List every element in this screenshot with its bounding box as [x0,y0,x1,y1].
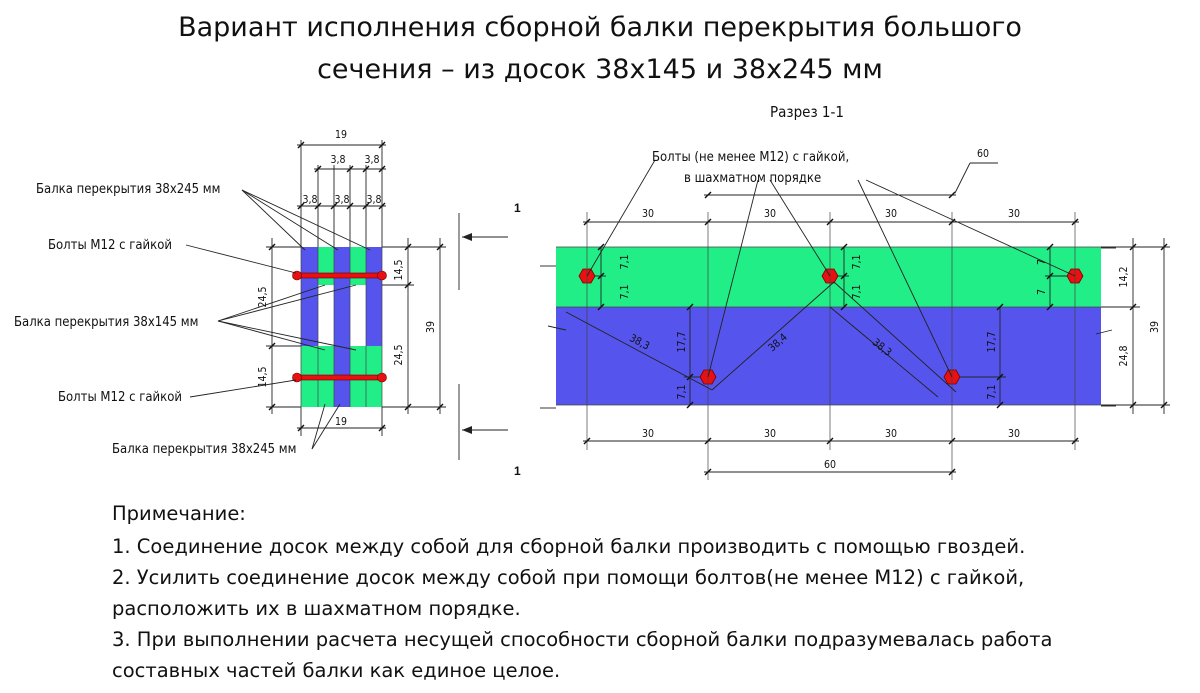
dim-v7-a: 7 [1036,258,1048,266]
section-mark-top: 1 [514,201,521,215]
dim-width-top: 19 [334,129,348,141]
notes [112,502,1052,682]
dim-sec-total: 39 [1149,320,1161,334]
dim-d1: 3,8 [330,154,346,166]
dim-bottom-2: 30 [763,428,777,440]
dim-v71-d: 7,1 [851,284,863,300]
board-145-2 [350,247,366,285]
dim-b3: 3,8 [334,194,350,206]
board-245-section [556,307,1101,405]
dim-top-4: 30 [1007,208,1021,220]
dim-diag-b: 38,4 [766,331,790,355]
dim-b4: 3,8 [366,194,382,206]
bolt-top [293,273,385,278]
title-line-2: сечения – из досок 38x145 и 38x245 мм [317,54,883,85]
label-bolts-top: Болты М12 с гайкой [48,238,172,253]
bolt-top-head-right [378,271,387,280]
dim-sec-right-lower: 24,8 [1118,345,1130,367]
dim-left-lower: 14,5 [257,366,269,388]
bolt-bottom-head-right [378,373,387,382]
board-145-1 [318,247,334,285]
dim-v71-f: 7,1 [986,384,998,400]
dim-diag-a: 38,3 [627,332,652,353]
dim-span-top: 60 [976,148,990,160]
dim-sec-right-upper: 14,2 [1118,266,1130,288]
dim-top-1: 30 [641,208,655,220]
notes-heading: Примечание: [112,502,246,525]
label-beam-245-bottom: Балка перекрытия 38х245 мм [112,442,297,457]
dim-top-3: 30 [884,208,898,220]
callout-line-1: Болты (не менее М12) с гайкой, [652,150,850,165]
bolt-bottom [293,375,385,380]
dim-bottom-4: 30 [1007,428,1021,440]
dim-bottom-1: 30 [641,428,655,440]
right-section-view [540,148,1170,480]
callout-line-2: в шахматном порядке [684,171,822,186]
dim-diag-c: 38,3 [869,336,894,359]
label-beam-245-top: Балка перекрытия 38х245 мм [36,182,221,197]
left-cross-section [14,129,521,478]
dim-left-upper: 24,5 [257,286,269,308]
dim-bottom-3: 30 [884,428,898,440]
note-2b: расположить их в шахматном порядке. [112,597,521,620]
section-mark-bottom: 1 [514,464,521,478]
board-245-2 [334,247,350,407]
dim-v71-a: 7,1 [619,254,631,270]
dim-v71-e: 7,1 [676,384,688,400]
dim-d2: 3,8 [364,154,380,166]
dim-top-2: 30 [763,208,777,220]
label-beam-145: Балка перекрытия 38х145 мм [14,315,199,330]
dim-width-bottom: 19 [334,416,348,428]
dim-b1: 3,8 [302,194,318,206]
note-3a: 3. При выполнении расчета несущей способности сборной балки подразумевалась работа [112,628,1053,651]
dim-right-lower: 24,5 [393,344,405,366]
label-bolts-bottom: Болты М12 с гайкой [58,390,182,405]
dim-v71-c: 7,1 [851,254,863,270]
dim-span-bottom: 60 [823,459,837,471]
dim-total: 39 [425,320,437,334]
dim-v177-a: 17,7 [676,331,688,353]
section-title: Разрез 1-1 [770,103,844,121]
dim-v71-b: 7,1 [619,284,631,300]
note-1: 1. Соединение досок между собой для сборной балки производить с помощью гвоздей. [112,535,1026,558]
title-line-1: Вариант исполнения сборной балки перекрытия большого [178,12,1022,43]
note-2a: 2. Усилить соединение досок между собой при помощи болтов(не менее М12) с гайкой, [112,566,1025,589]
dim-v177-b: 17,7 [986,331,998,353]
dim-v7-b: 7 [1036,288,1048,296]
note-3b: составных частей балки как единое целое. [112,659,561,682]
dim-right-upper: 14,5 [393,259,405,281]
